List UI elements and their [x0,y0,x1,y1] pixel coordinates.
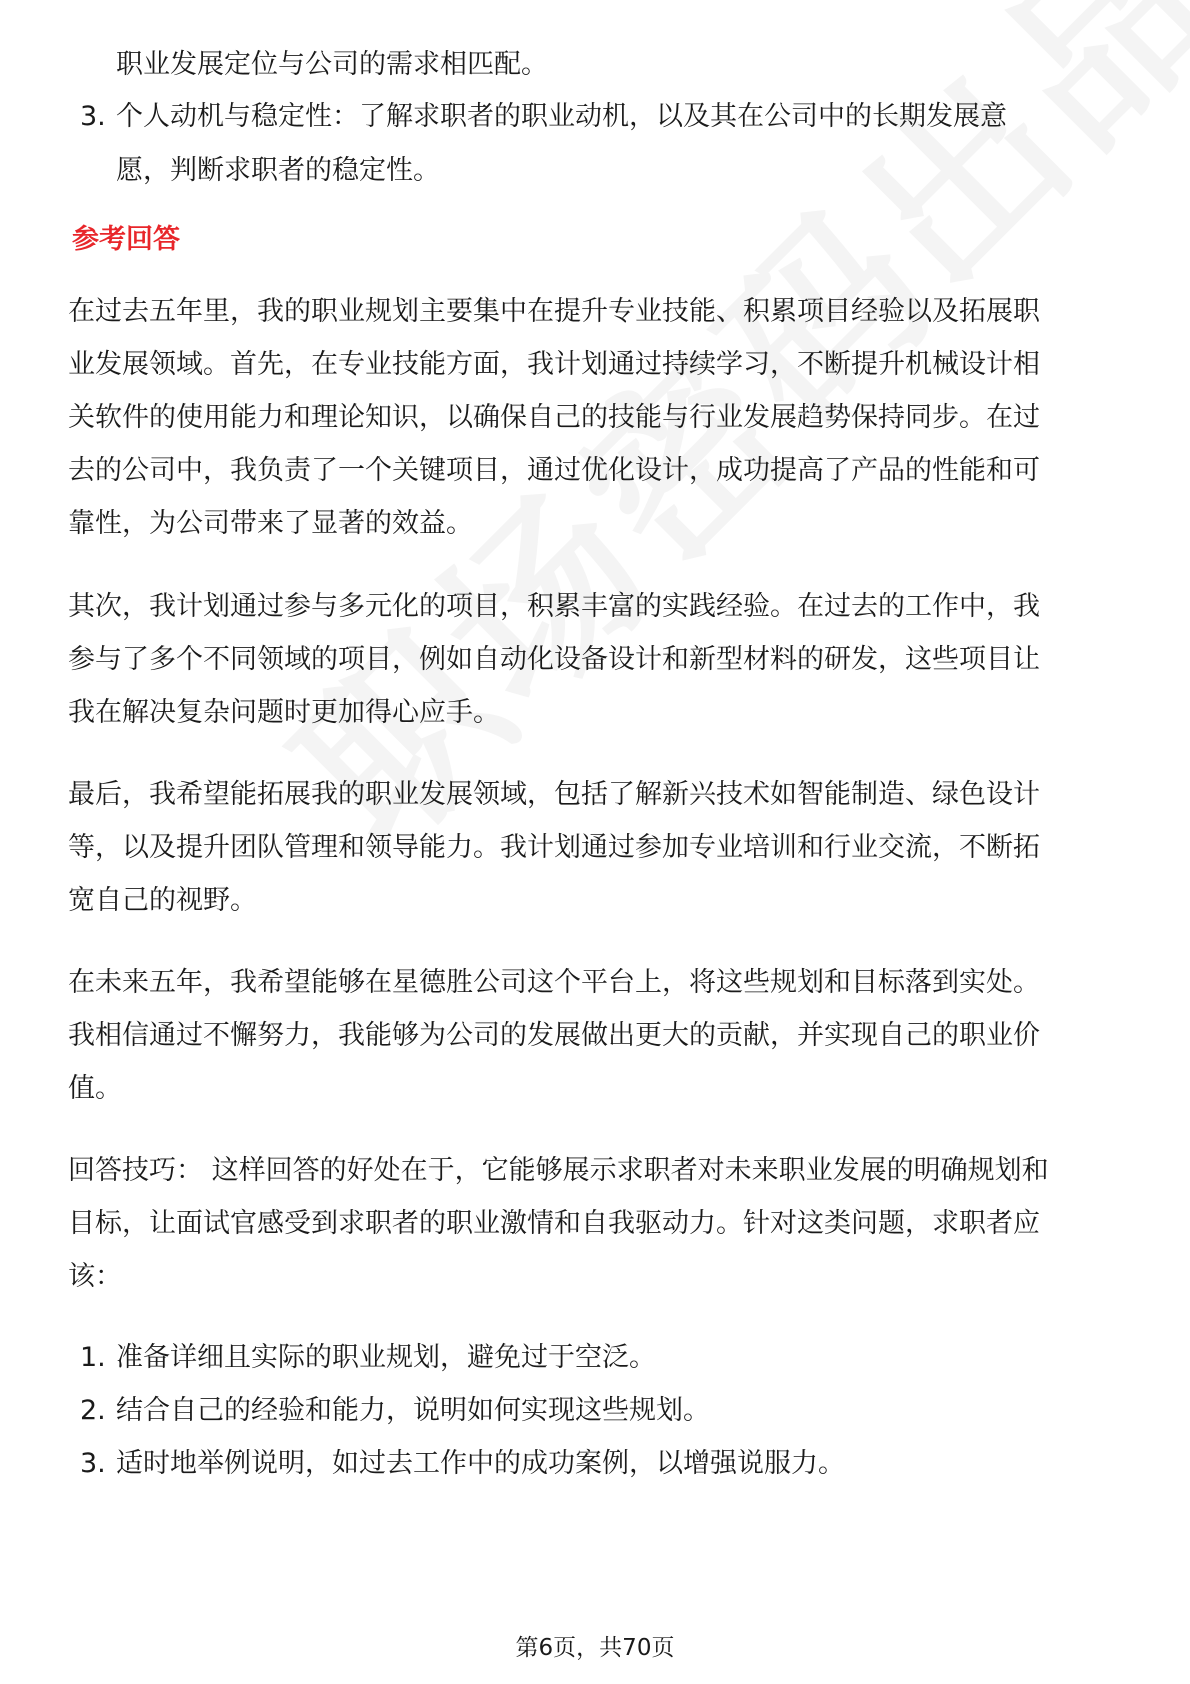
list-item-2-continuation: 职业发展定位与公司的需求相匹配。 [116,49,548,80]
paragraph-line: 在未来五年，我希望能够在星德胜公司这个平台上，将这些规划和目标落到实处。 [68,967,1040,998]
paragraph-line: 等，以及提升团队管理和领导能力。我计划通过参加专业培训和行业交流，不断拓 [68,832,1040,863]
paragraph-line: 我相信通过不懈努力，我能够为公司的发展做出更大的贡献，并实现自己的职业价 [68,1020,1040,1051]
list-item-3-line-2: 愿，判断求职者的稳定性。 [116,155,440,186]
page-footer: 第6页，共70页 [515,1635,675,1661]
paragraph-line: 在过去五年里，我的职业规划主要集中在提升专业技能、积累项目经验以及拓展职 [68,296,1040,327]
paragraph-line: 参与了多个不同领域的项目，例如自动化设备设计和新型材料的研发，这些项目让 [68,644,1040,675]
paragraph-line: 我在解决复杂问题时更加得心应手。 [68,697,500,728]
paragraph-line: 业发展领域。首先，在专业技能方面，我计划通过持续学习，不断提升机械设计相 [68,349,1040,380]
paragraph-line: 其次，我计划通过参与多元化的项目，积累丰富的实践经验。在过去的工作中，我 [68,591,1040,622]
paragraph-line: 回答技巧： 这样回答的好处在于，它能够展示求职者对未来职业发展的明确规划和 [68,1155,1049,1186]
tip-text: 适时地举例说明，如过去工作中的成功案例，以增强说服力。 [116,1448,845,1479]
paragraph-line: 值。 [68,1073,122,1104]
tip-number: 2. [80,1395,106,1426]
list-item-3-line-1: 个人动机与稳定性：了解求职者的职业动机，以及其在公司中的长期发展意 [116,101,1007,132]
tip-text: 结合自己的经验和能力，说明如何实现这些规划。 [116,1395,710,1426]
tip-number: 3. [80,1448,106,1479]
paragraph-line: 关软件的使用能力和理论知识，以确保自己的技能与行业发展趋势保持同步。在过 [68,402,1040,433]
paragraph-line: 目标，让面试官感受到求职者的职业激情和自我驱动力。针对这类问题，求职者应 [68,1208,1040,1239]
tip-number: 1. [80,1342,106,1373]
paragraph-line: 宽自己的视野。 [68,885,257,916]
paragraph-line: 去的公司中，我负责了一个关键项目，通过优化设计，成功提高了产品的性能和可 [68,455,1040,486]
section-heading: 参考回答 [72,224,180,255]
paragraph-line: 该： [68,1261,122,1292]
list-item-3-number: 3. [80,101,106,132]
tip-text: 准备详细且实际的职业规划，避免过于空泛。 [116,1342,656,1373]
paragraph-line: 最后，我希望能拓展我的职业发展领域，包括了解新兴技术如智能制造、绿色设计 [68,779,1040,810]
paragraph-line: 靠性，为公司带来了显著的效益。 [68,508,473,539]
